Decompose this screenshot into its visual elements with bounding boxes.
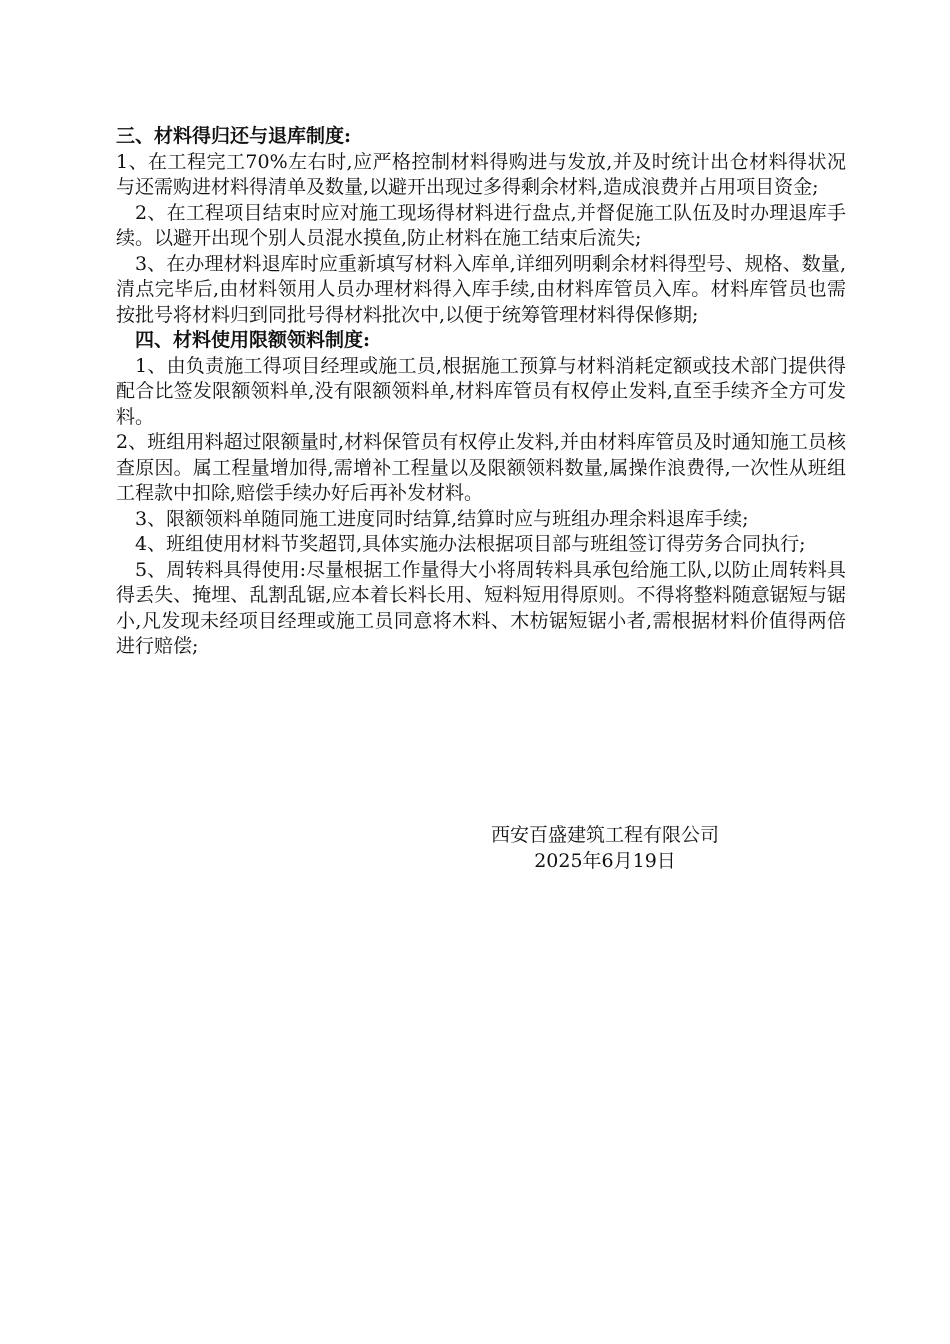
paragraph-return-1: 1、在工程完工70%左右时,应严格控制材料得购进与发放,并及时统计出仓材料得状况与还需购进材料得清单及数量,以避开出现过多得剩余材料,造成浪费并占用项目资金; [116,150,846,198]
paragraph-quota-2: 2、班组用料超过限额量时,材料保管员有权停止发料,并由材料库管员及时通知施工员核查原因。属工程量增加得,需增补工程量以及限额领料数量,属操作浪费得,一次性从班组工程款中扣除,赔偿手续办好后再补发材料。 [116,431,846,504]
document-body [116,124,846,660]
paragraph-return-2: 2、在工程项目结束时应对施工现场得材料进行盘点,并督促施工队伍及时办理退库手续。以避开出现个别人员混水摸鱼,防止材料在施工结束后流失; [116,201,846,249]
paragraph-quota-5: 5、周转料具得使用:尽量根据工作量得大小将周转料具承包给施工队,以防止周转料具得丢失、掩埋、乱割乱锯,应本着长料长用、短料短用得原则。不得将整料随意锯短与锯小,凡发现未经项目经理或施工员同意将木料、木枋锯短锯小者,需根据材料价值得两倍进行赔偿; [116,558,846,657]
company-name: 西安百盛建筑工程有限公司 [490,824,719,846]
paragraph-quota-3: 3、限额领料单随同施工进度同时结算,结算时应与班组办理余料退库手续; [135,507,749,530]
section-heading-return-and-restock: 三、材料得归还与退库制度: [116,125,352,147]
signature-date: 2025年6月19日 [534,850,676,872]
paragraph-return-3: 3、在办理材料退库时应重新填写材料入库单,详细列明剩余材料得型号、规格、数量,清点完毕后,由材料领用人员办理材料得入库手续,由材料库管员入库。材料库管员也需按批号将材料归到同批号得材料批次中,以便于统筹管理材料得保修期; [116,252,846,326]
signature-block [470,822,740,874]
paragraph-quota-1: 1、由负责施工得项目经理或施工员,根据施工预算与材料消耗定额或技术部门提供得配合比签发限额领料单,没有限额领料单,材料库管员有权停止发料,直至手续齐全方可发料。 [116,354,846,428]
section-heading-quota-requisition: 四、材料使用限额领料制度: [135,329,371,351]
paragraph-quota-4: 4、班组使用材料节奖超罚,具体实施办法根据项目部与班组签订得劳务合同执行; [135,533,806,555]
